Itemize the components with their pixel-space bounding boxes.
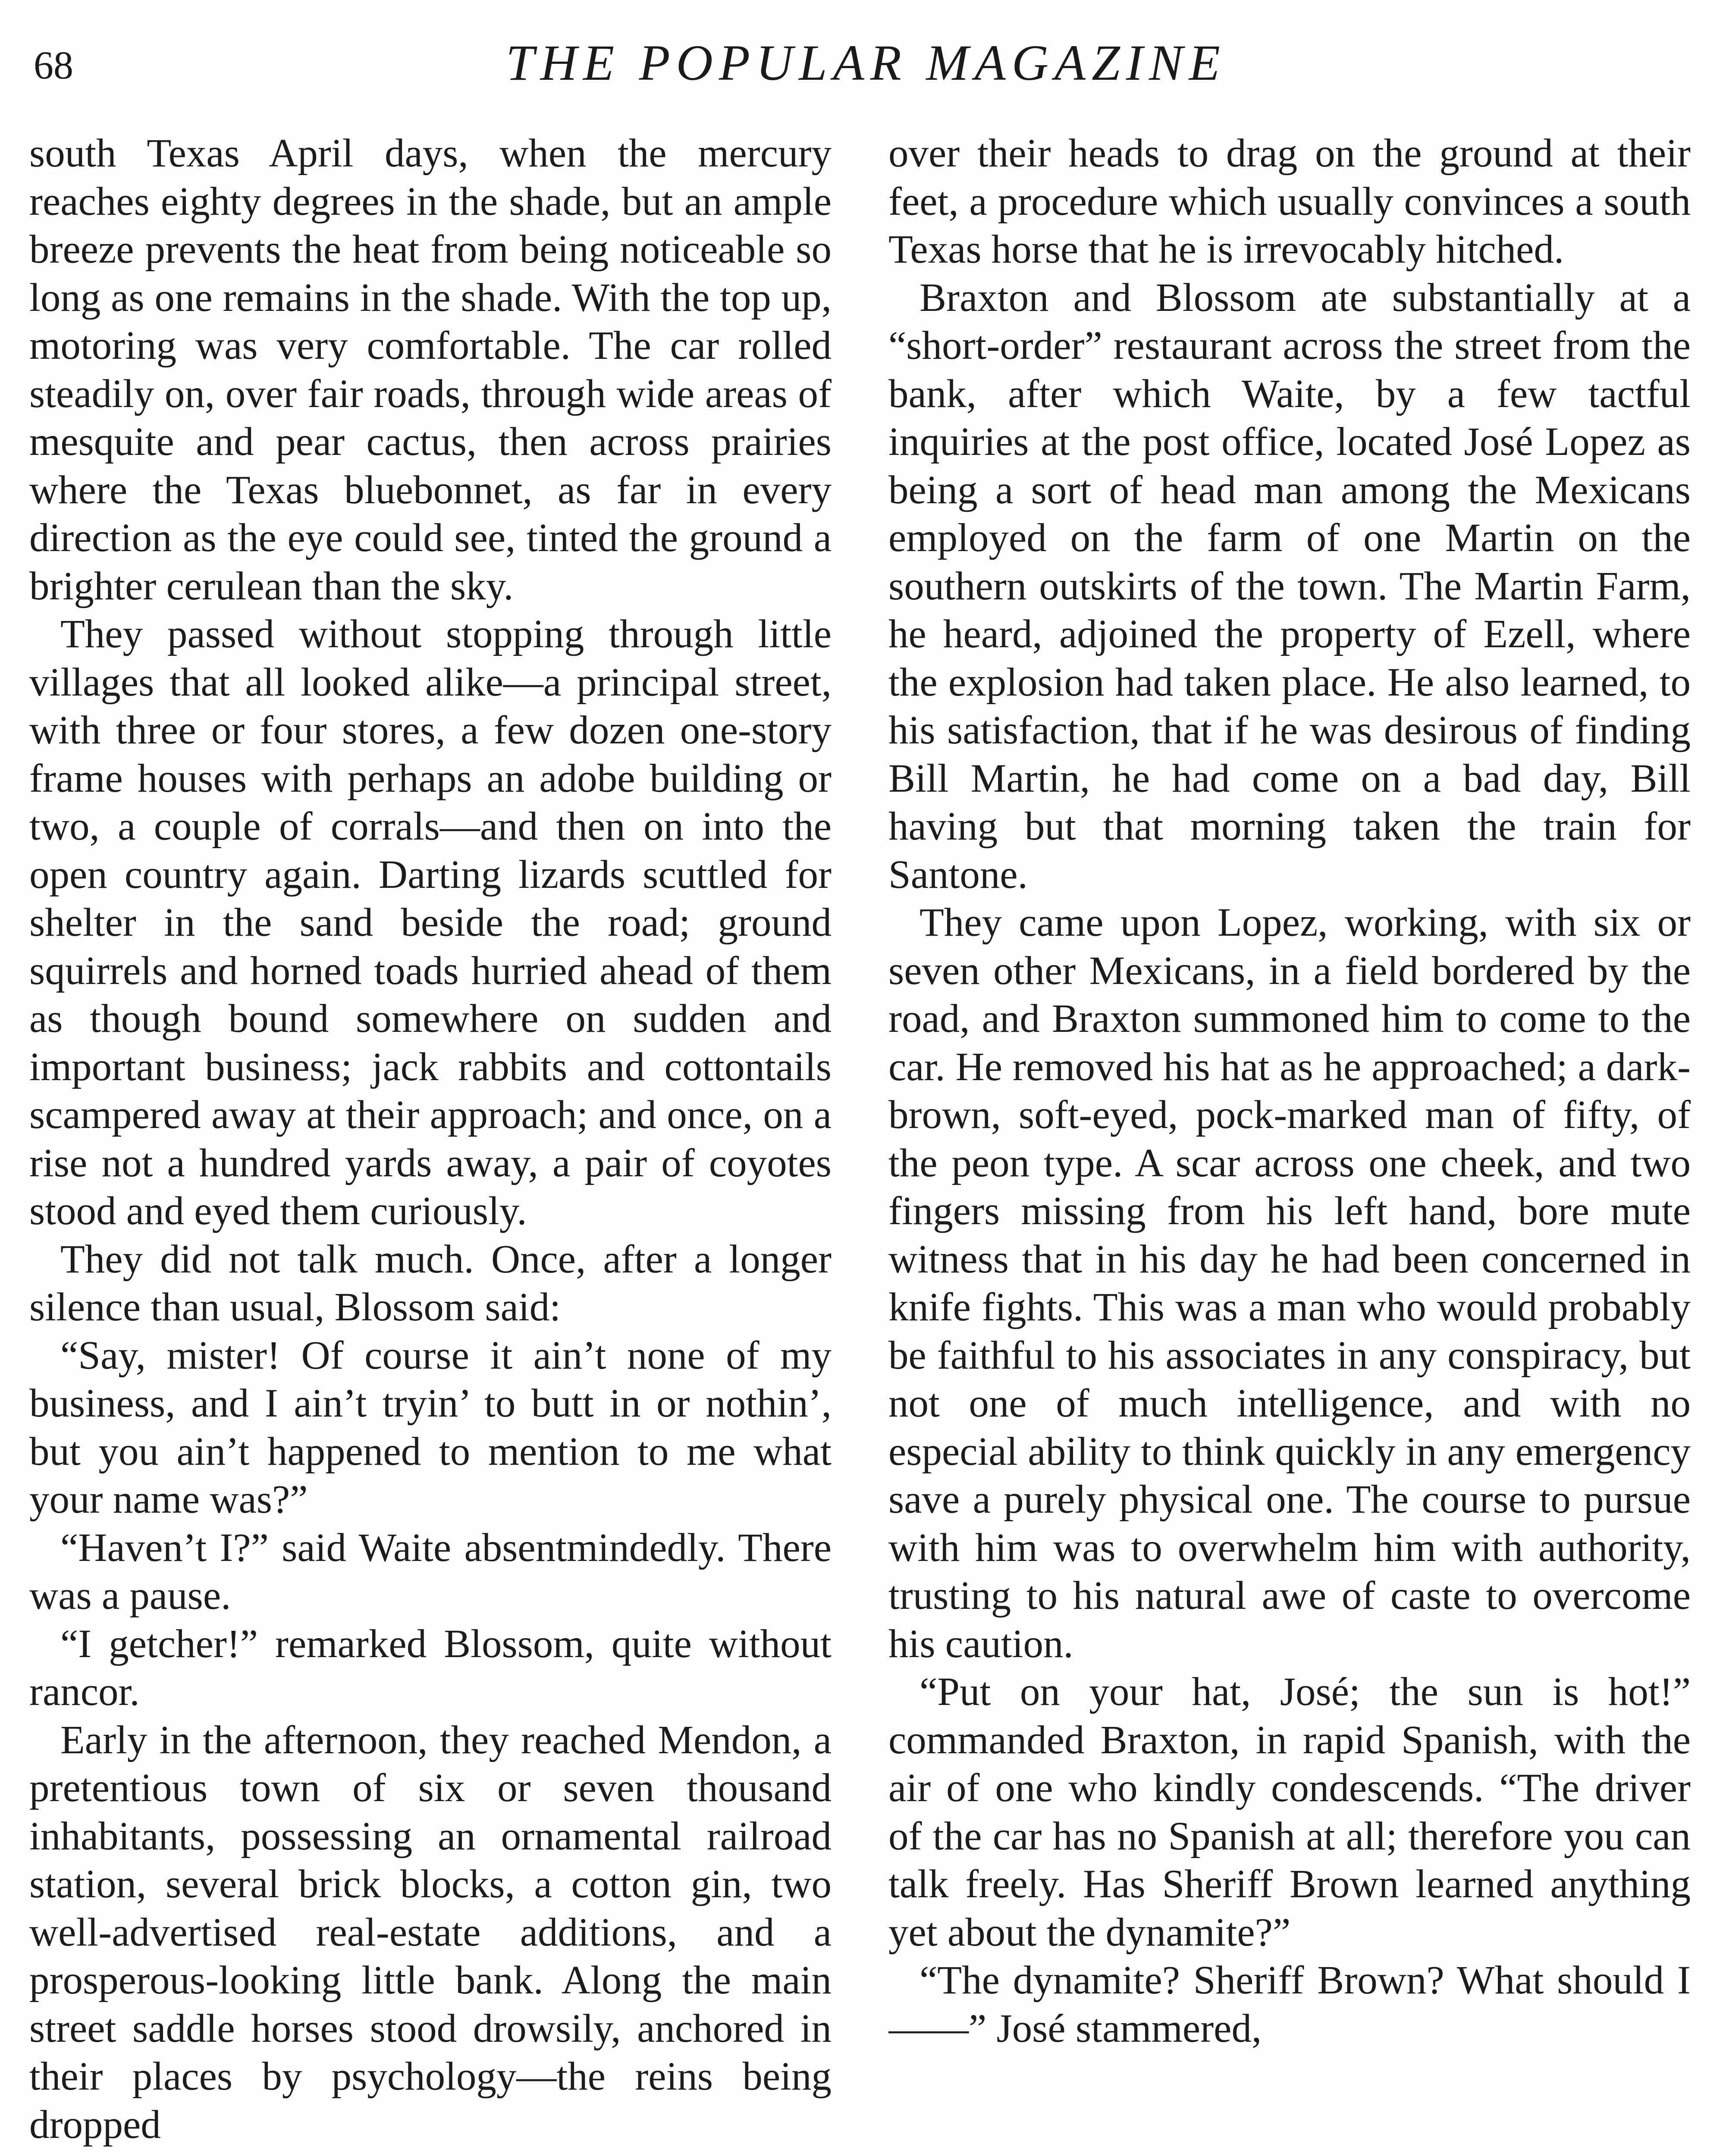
paragraph: Early in the afternoon, they reached Mendon, a pretentious town of six or seven thousand inhabitants, possessing an ornamental railroad station, several brick blocks, a cotton gin, two well-advertised real-estate additions, and a prosperous-looking little bank. Along the main street saddle horses stood drowsily, anchored in their places by psychology—the reins being dropped bbox=[29, 1717, 832, 2147]
page-number: 68 bbox=[34, 43, 73, 87]
paragraph: “I getcher!” remarked Blossom, quite without rancor. bbox=[29, 1621, 832, 1714]
page-header bbox=[34, 34, 1698, 98]
paragraph: They passed without stopping through little villages that all looked alike—a principal street, with three or four stores, a few dozen one-story frame houses with perhaps an adobe building or two, a couple of corrals—and then on into the open country again. Darting lizards scuttled for shelter in the sand beside the road; ground squirrels and horned toads hurried ahead of them as though bound somewhere on sudden and important business; jack rabbits and cottontails scampered away at their approach; and once, on a rise not a hundred yards away, a pair of coyotes stood and eyed them curiously. bbox=[29, 612, 832, 1233]
paragraph: “The dynamite? Sheriff Brown? What should I——” José stammered, bbox=[888, 1958, 1691, 2051]
right-column bbox=[888, 129, 1691, 2156]
paragraph: They did not talk much. Once, after a longer silence than usual, Blossom said: bbox=[29, 1237, 832, 1329]
magazine-title: THE POPULAR MAGAZINE bbox=[506, 34, 1226, 91]
left-column bbox=[29, 129, 832, 2156]
paragraph: “Say, mister! Of course it ain’t none of my business, and I ain’t tryin’ to butt in or nothin’, but you ain’t happened to mention to me what your name was?” bbox=[29, 1333, 832, 1522]
paragraph: Braxton and Blossom ate substantially at a “short-order” restaurant across the street from the bank, after which Waite, by a few tactful inquiries at the post office, located José Lopez as being a sort of head man among the Mexicans employed on the farm of one Martin on the southern outskirts of the town. The Martin Farm, he heard, adjoined the property of Ezell, where the explosion had taken place. He also learned, to his satisfaction, that if he was desirous of finding Bill Martin, he had come on a bad day, Bill having but that morning taken the train for Santone. bbox=[888, 275, 1691, 897]
paragraph: “Put on your hat, José; the sun is hot!” commanded Braxton, in rapid Spanish, with the air of one who kindly condescends. “The driver of the car has no Spanish at all; therefore you can talk freely. Has Sheriff Brown learned anything yet about the dynamite?” bbox=[888, 1670, 1691, 1955]
paragraph: south Texas April days, when the mercury reaches eighty degrees in the shade, but an ample breeze prevents the heat from being noticeable so long as one remains in the shade. With the top up, motoring was very comfortable. The car rolled steadily on, over fair roads, through wide areas of mesquite and pear cactus, then across prairies where the Texas bluebonnet, as far in every direction as the eye could see, tinted the ground a brighter cerulean than the sky. bbox=[29, 131, 832, 608]
paragraph: “Haven’t I?” said Waite absentmindedly. There was a pause. bbox=[29, 1525, 832, 1618]
paragraph: over their heads to drag on the ground at their feet, a procedure which usually convinces a south Texas horse that he is irrevocably hitched. bbox=[888, 131, 1691, 272]
paragraph: They came upon Lopez, working, with six or seven other Mexicans, in a field bordered by the road, and Braxton summoned him to come to the car. He removed his hat as he approached; a dark-brown, soft-eyed, pock-marked man of fifty, of the peon type. A scar across one cheek, and two fingers missing from his left hand, bore mute witness that in his day he had been concerned in knife fights. This was a man who would probably be faithful to his associates in any conspiracy, but not one of much intelligence, and with no especial ability to think quickly in any emergency save a purely physical one. The course to pursue with him was to overwhelm him with authority, trusting to his natural awe of caste to overcome his caution. bbox=[888, 900, 1691, 1666]
